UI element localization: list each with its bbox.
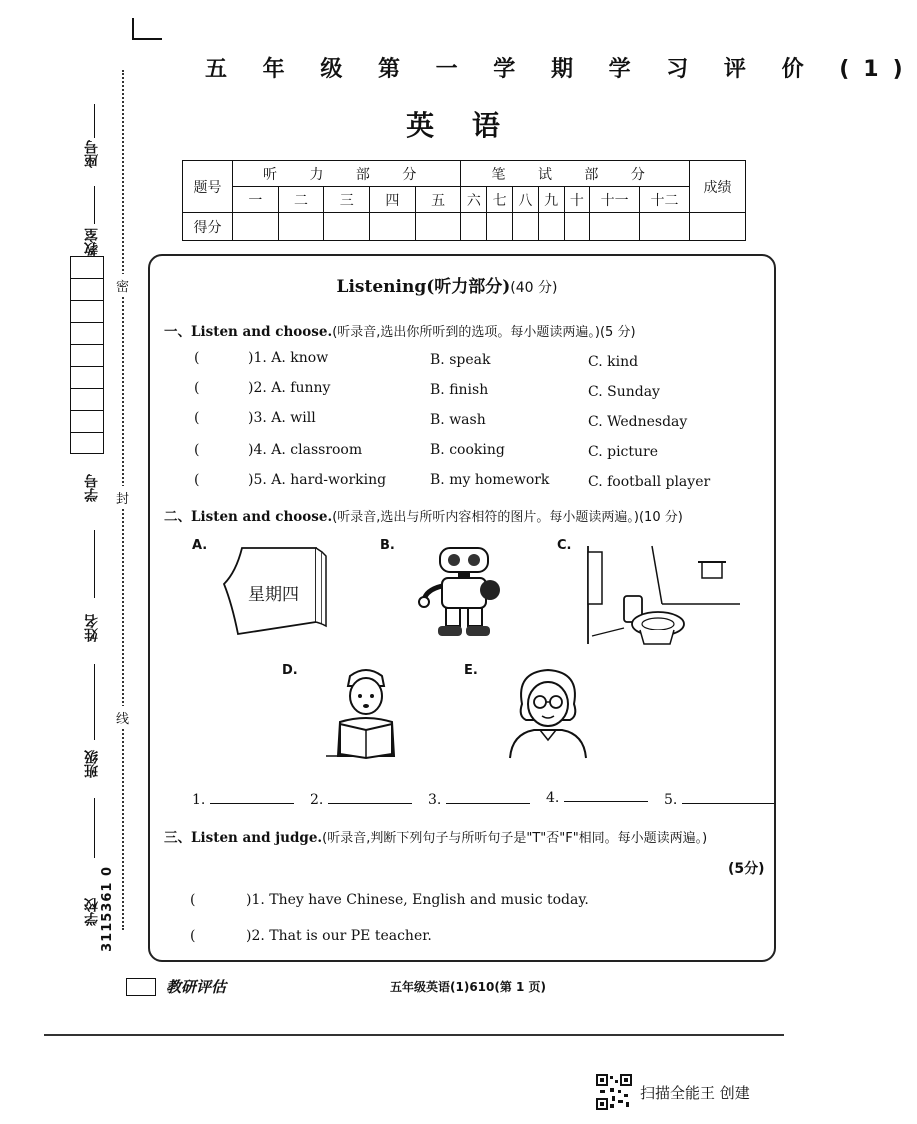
corner-mark [132,18,162,40]
section2-instruction: (听录音,选出与所听内容相符的图片。每小题读两遍。)(10 分) [332,510,683,525]
answer-number: 3. [428,792,442,808]
seal-mi: 密 [116,274,129,297]
answer-blank-3[interactable] [428,792,530,808]
item-label: 题号 [183,161,233,213]
grid-cell [71,411,103,433]
answer-paren[interactable]: ( [190,928,196,944]
col-header: 一 [233,187,279,213]
classroom-line [94,186,95,224]
bathroom-picture [584,544,744,644]
q2-option-a: )2. A. funny [248,380,331,396]
listening-section-header: 听 力 部 分 [233,161,461,187]
seal-feng: 封 [116,486,129,509]
seal-xian: 线 [116,706,129,729]
section1-title: 一、Listen and choose. [164,324,333,340]
judge-q1: )1. They have Chinese, English and music today. [246,892,589,908]
score-table [182,160,746,241]
col-header: 九 [538,187,564,213]
grandma-picture [504,664,594,760]
col-header: 十一 [590,187,640,213]
score-cell[interactable] [640,213,690,241]
score-cell[interactable] [564,213,590,241]
score-cell[interactable] [233,213,279,241]
answer-blank-1[interactable] [192,792,294,808]
score-label: 得分 [183,213,233,241]
section2-title: 二、Listen and choose. [164,509,333,525]
exam-title: 五 年 级 第 一 学 期 学 习 评 价 (1) [205,57,917,82]
q1-option-a: )1. A. know [248,350,329,366]
grid-cell [71,389,103,411]
picture-label-c: C. [557,538,572,553]
section3-instruction: (听录音,判断下列句子与所听句子是"T"否"F"相同。每小题读两遍。) [322,831,708,846]
score-cell[interactable] [590,213,640,241]
qr-code-icon [596,1074,632,1110]
col-header: 十 [564,187,590,213]
listening-title [0,272,794,297]
score-cell[interactable] [370,213,416,241]
grid-cell [71,367,103,389]
score-cell[interactable] [487,213,513,241]
col-header: 三 [324,187,370,213]
writing-section-header: 笔 试 部 分 [461,161,690,187]
answer-number: 2. [310,792,324,808]
picture-label-e: E. [464,663,478,678]
answer-blank-4[interactable] [546,790,648,806]
name-line-upper [94,530,95,598]
q3-option-b: B. wash [430,412,486,428]
grid-cell [71,433,103,455]
section3-title: 三、Listen and judge. [164,830,323,846]
q5-option-a: )5. A. hard-working [248,472,387,488]
q3-option-a: )3. A. will [248,410,316,426]
name-label: 姓名 [84,614,100,642]
q4-option-c: C. picture [588,444,659,460]
q2-option-b: B. finish [430,382,489,398]
school-label: 学校 [84,898,100,926]
q3-option-c: C. Wednesday [588,414,688,430]
picture-label-b: B. [380,538,395,553]
picture-label-d: D. [282,663,298,678]
listening-points: (40 分) [510,280,558,296]
col-header: 十二 [640,187,690,213]
calendar-text: 星期四 [248,585,299,605]
answer-paren[interactable]: ( [194,410,200,426]
col-header: 二 [278,187,324,213]
answer-paren[interactable]: ( [194,442,200,458]
robot-picture [414,542,514,642]
section2-heading [164,505,683,525]
score-cell[interactable] [461,213,487,241]
section3-points: (5分) [728,861,765,877]
answer-number: 5. [664,792,678,808]
q4-option-a: )4. A. classroom [248,442,363,458]
section3-heading [164,826,707,846]
footer-brand: 教研评估 [166,978,227,996]
serial-number: 3115361 0 [100,866,115,952]
total-score-cell[interactable] [690,213,746,241]
answer-blank-5[interactable] [664,792,774,808]
score-cell[interactable] [278,213,324,241]
answer-paren[interactable]: ( [194,350,200,366]
grid-cell [71,345,103,367]
score-cell[interactable] [538,213,564,241]
answer-paren[interactable]: ( [190,892,196,908]
section1-heading [164,320,636,340]
answer-number: 1. [192,792,206,808]
seat-label: 座号 [84,140,100,168]
answer-paren[interactable]: ( [194,472,200,488]
q4-option-b: B. cooking [430,442,505,458]
calendar-picture [212,544,332,638]
q1-option-b: B. speak [430,352,491,368]
answer-blank-2[interactable] [310,792,412,808]
grid-cell [71,301,103,323]
col-header: 六 [461,187,487,213]
q2-option-c: C. Sunday [588,384,660,400]
answer-number: 4. [546,790,560,806]
scanner-watermark: 扫描全能王 创建 [640,1084,750,1102]
class-line-upper [94,664,95,740]
total-label: 成绩 [690,161,746,213]
score-cell[interactable] [415,213,461,241]
footer-logo-box [126,978,156,996]
class-label: 班级 [84,750,100,778]
q5-option-b: B. my homework [430,472,550,488]
picture-label-a: A. [192,538,208,553]
col-header: 七 [487,187,513,213]
listening-title-text: Listening(听力部分) [336,277,511,297]
score-cell[interactable] [324,213,370,241]
footer-page-info: 五年级英语(1)610(第 1 页) [390,980,547,994]
answer-paren[interactable]: ( [194,380,200,396]
student-no-label: 学号 [84,474,100,502]
col-header: 八 [512,187,538,213]
seat-line [94,104,95,138]
q5-option-c: C. football player [588,474,711,490]
judge-q2: )2. That is our PE teacher. [246,928,432,944]
section1-instruction: (听录音,选出你所听到的选项。每小题读两遍。)(5 分) [332,325,636,340]
classroom-label: 教室 [84,228,100,256]
score-cell[interactable] [512,213,538,241]
school-line-upper [94,798,95,858]
boy-reading-picture [326,664,406,764]
q1-option-c: C. kind [588,354,639,370]
grid-cell [71,323,103,345]
col-header: 五 [415,187,461,213]
bottom-rule [44,1034,784,1036]
col-header: 四 [370,187,416,213]
subject-title: 英 语 [406,109,514,142]
